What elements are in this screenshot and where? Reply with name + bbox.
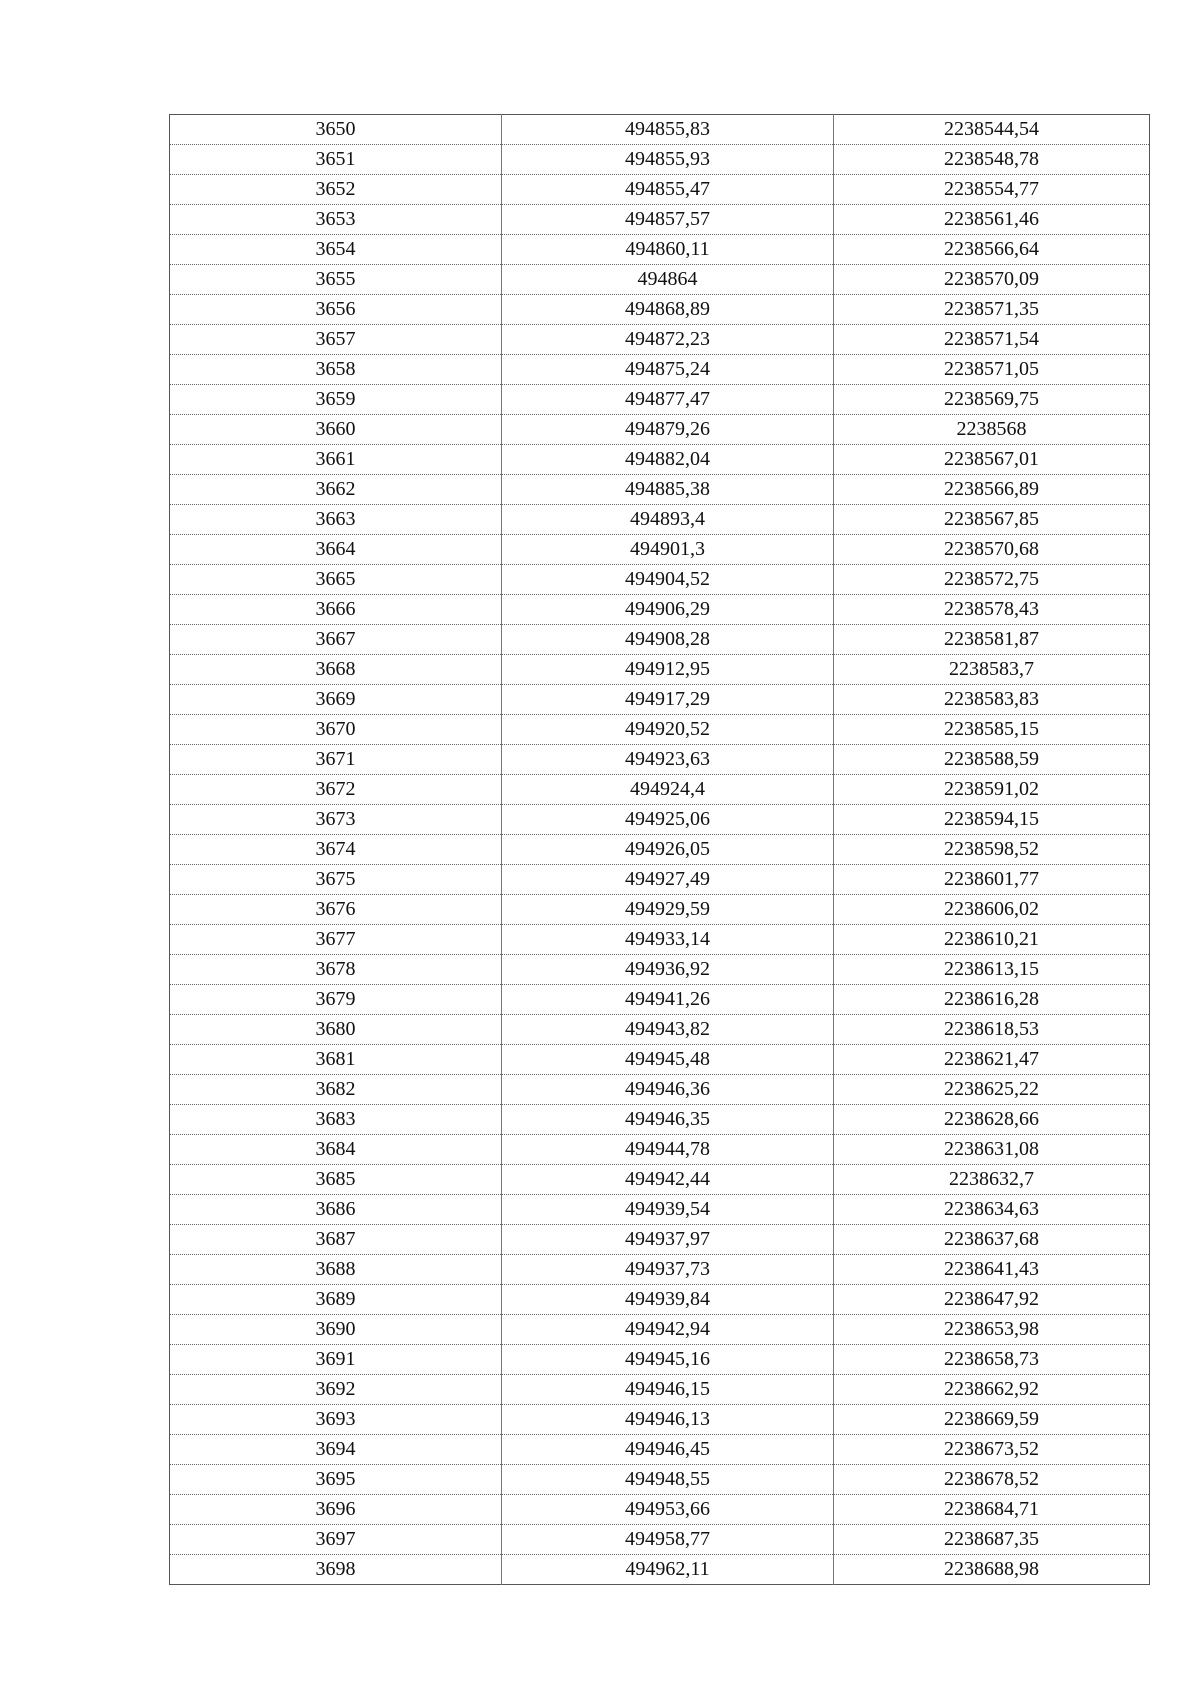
table-row (170, 145, 1150, 175)
y-coordinate-cell: 2238637,68 (834, 1225, 1150, 1255)
y-coordinate-cell: 2238628,66 (834, 1105, 1150, 1135)
table-row (170, 1525, 1150, 1555)
point-number-cell: 3696 (170, 1495, 502, 1525)
table-row (170, 175, 1150, 205)
table-row (170, 115, 1150, 145)
table-row (170, 295, 1150, 325)
table-row (170, 535, 1150, 565)
y-coordinate-cell: 2238572,75 (834, 565, 1150, 595)
y-coordinate-cell: 2238570,68 (834, 535, 1150, 565)
table-row (170, 775, 1150, 805)
point-number-cell: 3675 (170, 865, 502, 895)
point-number-cell: 3684 (170, 1135, 502, 1165)
x-coordinate-cell: 494879,26 (502, 415, 834, 445)
x-coordinate-cell: 494877,47 (502, 385, 834, 415)
y-coordinate-cell: 2238613,15 (834, 955, 1150, 985)
coordinates-table-body (170, 115, 1150, 1585)
x-coordinate-cell: 494944,78 (502, 1135, 834, 1165)
y-coordinate-cell: 2238618,53 (834, 1015, 1150, 1045)
point-number-cell: 3664 (170, 535, 502, 565)
point-number-cell: 3688 (170, 1255, 502, 1285)
table-row (170, 1495, 1150, 1525)
x-coordinate-cell: 494901,3 (502, 535, 834, 565)
table-row (170, 625, 1150, 655)
table-row (170, 985, 1150, 1015)
y-coordinate-cell: 2238571,05 (834, 355, 1150, 385)
x-coordinate-cell: 494948,55 (502, 1465, 834, 1495)
table-row (170, 895, 1150, 925)
point-number-cell: 3659 (170, 385, 502, 415)
x-coordinate-cell: 494923,63 (502, 745, 834, 775)
point-number-cell: 3681 (170, 1045, 502, 1075)
y-coordinate-cell: 2238569,75 (834, 385, 1150, 415)
x-coordinate-cell: 494946,13 (502, 1405, 834, 1435)
table-row (170, 925, 1150, 955)
y-coordinate-cell: 2238606,02 (834, 895, 1150, 925)
x-coordinate-cell: 494882,04 (502, 445, 834, 475)
x-coordinate-cell: 494864 (502, 265, 834, 295)
x-coordinate-cell: 494943,82 (502, 1015, 834, 1045)
table-row (170, 205, 1150, 235)
x-coordinate-cell: 494855,47 (502, 175, 834, 205)
table-row (170, 1135, 1150, 1165)
point-number-cell: 3685 (170, 1165, 502, 1195)
table-row (170, 1345, 1150, 1375)
x-coordinate-cell: 494857,57 (502, 205, 834, 235)
point-number-cell: 3683 (170, 1105, 502, 1135)
point-number-cell: 3687 (170, 1225, 502, 1255)
table-row (170, 715, 1150, 745)
point-number-cell: 3694 (170, 1435, 502, 1465)
point-number-cell: 3666 (170, 595, 502, 625)
table-row (170, 1105, 1150, 1135)
y-coordinate-cell: 2238567,01 (834, 445, 1150, 475)
x-coordinate-cell: 494946,15 (502, 1375, 834, 1405)
y-coordinate-cell: 2238631,08 (834, 1135, 1150, 1165)
x-coordinate-cell: 494929,59 (502, 895, 834, 925)
point-number-cell: 3670 (170, 715, 502, 745)
point-number-cell: 3673 (170, 805, 502, 835)
point-number-cell: 3698 (170, 1555, 502, 1585)
point-number-cell: 3692 (170, 1375, 502, 1405)
point-number-cell: 3677 (170, 925, 502, 955)
point-number-cell: 3658 (170, 355, 502, 385)
point-number-cell: 3671 (170, 745, 502, 775)
x-coordinate-cell: 494912,95 (502, 655, 834, 685)
x-coordinate-cell: 494926,05 (502, 835, 834, 865)
table-row (170, 835, 1150, 865)
table-row (170, 1015, 1150, 1045)
table-row (170, 565, 1150, 595)
y-coordinate-cell: 2238583,83 (834, 685, 1150, 715)
y-coordinate-cell: 2238662,92 (834, 1375, 1150, 1405)
point-number-cell: 3665 (170, 565, 502, 595)
point-number-cell: 3656 (170, 295, 502, 325)
y-coordinate-cell: 2238634,63 (834, 1195, 1150, 1225)
y-coordinate-cell: 2238568 (834, 415, 1150, 445)
table-row (170, 1555, 1150, 1585)
table-row (170, 805, 1150, 835)
x-coordinate-cell: 494937,73 (502, 1255, 834, 1285)
x-coordinate-cell: 494939,84 (502, 1285, 834, 1315)
point-number-cell: 3676 (170, 895, 502, 925)
y-coordinate-cell: 2238641,43 (834, 1255, 1150, 1285)
x-coordinate-cell: 494945,48 (502, 1045, 834, 1075)
y-coordinate-cell: 2238566,89 (834, 475, 1150, 505)
x-coordinate-cell: 494906,29 (502, 595, 834, 625)
y-coordinate-cell: 2238616,28 (834, 985, 1150, 1015)
x-coordinate-cell: 494936,92 (502, 955, 834, 985)
table-row (170, 475, 1150, 505)
point-number-cell: 3652 (170, 175, 502, 205)
y-coordinate-cell: 2238632,7 (834, 1165, 1150, 1195)
table-row (170, 595, 1150, 625)
x-coordinate-cell: 494945,16 (502, 1345, 834, 1375)
x-coordinate-cell: 494962,11 (502, 1555, 834, 1585)
x-coordinate-cell: 494946,35 (502, 1105, 834, 1135)
x-coordinate-cell: 494946,45 (502, 1435, 834, 1465)
x-coordinate-cell: 494920,52 (502, 715, 834, 745)
table-row (170, 265, 1150, 295)
x-coordinate-cell: 494904,52 (502, 565, 834, 595)
x-coordinate-cell: 494872,23 (502, 325, 834, 355)
table-row (170, 235, 1150, 265)
y-coordinate-cell: 2238566,64 (834, 235, 1150, 265)
table-row (170, 1045, 1150, 1075)
table-row (170, 1435, 1150, 1465)
point-number-cell: 3653 (170, 205, 502, 235)
y-coordinate-cell: 2238591,02 (834, 775, 1150, 805)
table-row (170, 385, 1150, 415)
table-row (170, 1405, 1150, 1435)
table-row (170, 685, 1150, 715)
x-coordinate-cell: 494885,38 (502, 475, 834, 505)
table-row (170, 445, 1150, 475)
point-number-cell: 3686 (170, 1195, 502, 1225)
table-row (170, 1375, 1150, 1405)
point-number-cell: 3657 (170, 325, 502, 355)
point-number-cell: 3661 (170, 445, 502, 475)
y-coordinate-cell: 2238594,15 (834, 805, 1150, 835)
y-coordinate-cell: 2238544,54 (834, 115, 1150, 145)
point-number-cell: 3695 (170, 1465, 502, 1495)
point-number-cell: 3693 (170, 1405, 502, 1435)
point-number-cell: 3660 (170, 415, 502, 445)
x-coordinate-cell: 494917,29 (502, 685, 834, 715)
y-coordinate-cell: 2238647,92 (834, 1285, 1150, 1315)
y-coordinate-cell: 2238688,98 (834, 1555, 1150, 1585)
point-number-cell: 3669 (170, 685, 502, 715)
point-number-cell: 3679 (170, 985, 502, 1015)
x-coordinate-cell: 494908,28 (502, 625, 834, 655)
table-row (170, 865, 1150, 895)
x-coordinate-cell: 494875,24 (502, 355, 834, 385)
y-coordinate-cell: 2238571,35 (834, 295, 1150, 325)
table-row (170, 1285, 1150, 1315)
table-row (170, 655, 1150, 685)
x-coordinate-cell: 494933,14 (502, 925, 834, 955)
y-coordinate-cell: 2238653,98 (834, 1315, 1150, 1345)
y-coordinate-cell: 2238678,52 (834, 1465, 1150, 1495)
x-coordinate-cell: 494893,4 (502, 505, 834, 535)
point-number-cell: 3654 (170, 235, 502, 265)
y-coordinate-cell: 2238610,21 (834, 925, 1150, 955)
table-row (170, 505, 1150, 535)
y-coordinate-cell: 2238621,47 (834, 1045, 1150, 1075)
x-coordinate-cell: 494939,54 (502, 1195, 834, 1225)
point-number-cell: 3650 (170, 115, 502, 145)
x-coordinate-cell: 494855,93 (502, 145, 834, 175)
point-number-cell: 3697 (170, 1525, 502, 1555)
point-number-cell: 3691 (170, 1345, 502, 1375)
point-number-cell: 3662 (170, 475, 502, 505)
point-number-cell: 3690 (170, 1315, 502, 1345)
y-coordinate-cell: 2238687,35 (834, 1525, 1150, 1555)
point-number-cell: 3663 (170, 505, 502, 535)
x-coordinate-cell: 494868,89 (502, 295, 834, 325)
table-row (170, 745, 1150, 775)
table-row (170, 1195, 1150, 1225)
table-row (170, 1075, 1150, 1105)
point-number-cell: 3668 (170, 655, 502, 685)
point-number-cell: 3682 (170, 1075, 502, 1105)
y-coordinate-cell: 2238561,46 (834, 205, 1150, 235)
table-row (170, 1315, 1150, 1345)
y-coordinate-cell: 2238625,22 (834, 1075, 1150, 1105)
y-coordinate-cell: 2238601,77 (834, 865, 1150, 895)
y-coordinate-cell: 2238554,77 (834, 175, 1150, 205)
point-number-cell: 3678 (170, 955, 502, 985)
y-coordinate-cell: 2238578,43 (834, 595, 1150, 625)
y-coordinate-cell: 2238571,54 (834, 325, 1150, 355)
y-coordinate-cell: 2238684,71 (834, 1495, 1150, 1525)
x-coordinate-cell: 494860,11 (502, 235, 834, 265)
x-coordinate-cell: 494958,77 (502, 1525, 834, 1555)
x-coordinate-cell: 494942,94 (502, 1315, 834, 1345)
point-number-cell: 3667 (170, 625, 502, 655)
x-coordinate-cell: 494942,44 (502, 1165, 834, 1195)
point-number-cell: 3655 (170, 265, 502, 295)
table-row (170, 355, 1150, 385)
y-coordinate-cell: 2238669,59 (834, 1405, 1150, 1435)
coordinates-table (169, 114, 1150, 1585)
y-coordinate-cell: 2238585,15 (834, 715, 1150, 745)
x-coordinate-cell: 494953,66 (502, 1495, 834, 1525)
y-coordinate-cell: 2238658,73 (834, 1345, 1150, 1375)
x-coordinate-cell: 494855,83 (502, 115, 834, 145)
x-coordinate-cell: 494946,36 (502, 1075, 834, 1105)
y-coordinate-cell: 2238588,59 (834, 745, 1150, 775)
x-coordinate-cell: 494925,06 (502, 805, 834, 835)
table-row (170, 1255, 1150, 1285)
y-coordinate-cell: 2238570,09 (834, 265, 1150, 295)
point-number-cell: 3680 (170, 1015, 502, 1045)
table-row (170, 1165, 1150, 1195)
table-row (170, 415, 1150, 445)
point-number-cell: 3651 (170, 145, 502, 175)
table-row (170, 1465, 1150, 1495)
point-number-cell: 3672 (170, 775, 502, 805)
y-coordinate-cell: 2238548,78 (834, 145, 1150, 175)
table-row (170, 325, 1150, 355)
point-number-cell: 3689 (170, 1285, 502, 1315)
point-number-cell: 3674 (170, 835, 502, 865)
x-coordinate-cell: 494924,4 (502, 775, 834, 805)
y-coordinate-cell: 2238598,52 (834, 835, 1150, 865)
table-row (170, 1225, 1150, 1255)
y-coordinate-cell: 2238583,7 (834, 655, 1150, 685)
y-coordinate-cell: 2238673,52 (834, 1435, 1150, 1465)
table-row (170, 955, 1150, 985)
y-coordinate-cell: 2238581,87 (834, 625, 1150, 655)
x-coordinate-cell: 494937,97 (502, 1225, 834, 1255)
y-coordinate-cell: 2238567,85 (834, 505, 1150, 535)
x-coordinate-cell: 494941,26 (502, 985, 834, 1015)
x-coordinate-cell: 494927,49 (502, 865, 834, 895)
